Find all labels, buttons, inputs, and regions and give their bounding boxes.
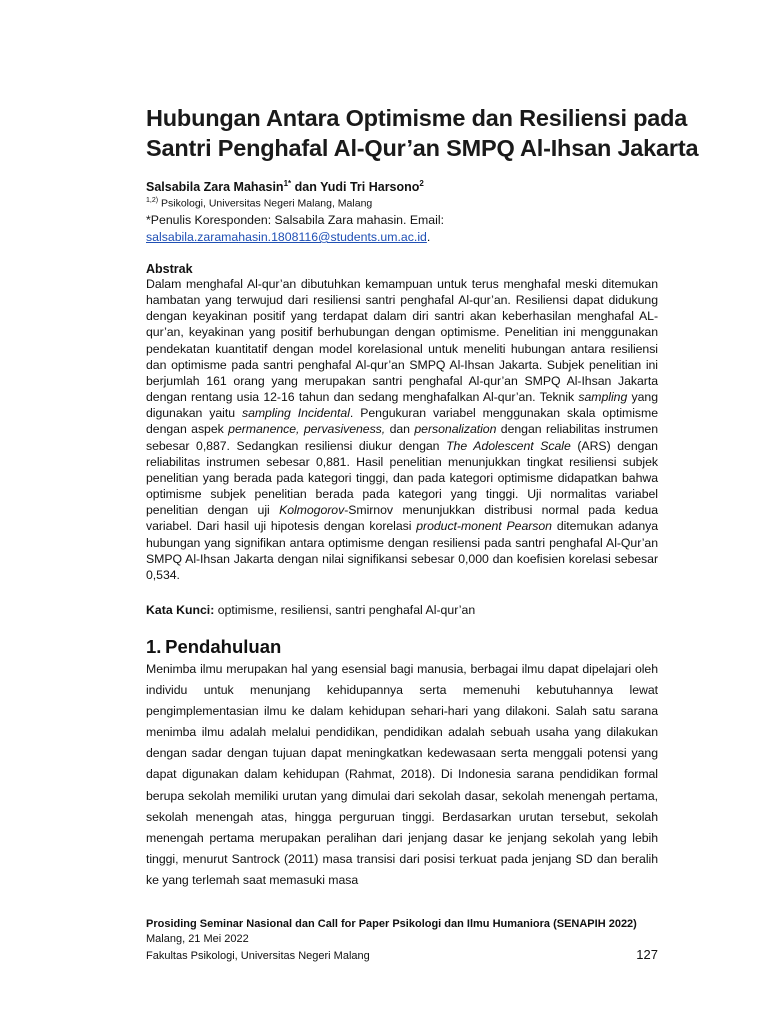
abstract-italic-term: Kolmogorov [279, 503, 345, 518]
keywords [146, 603, 475, 617]
abstract-segment: . Pengukuran variabel menggunakan skala optimisme dengan aspek [146, 406, 658, 437]
abstract-text [146, 276, 658, 583]
introduction-paragraph: Menimba ilmu merupakan hal yang esensial bagi manusia, berbagai ilmu dapat dipelajari oleh individu untuk menunjang kehidupannya serta memenuhi kebutuhannya lewat pengimplementasian ilmu ke dalam kehidupan sehari-hari yang dilakoni. Salah satu sarana menimba ilmu adalah melalui pendidikan, pendidikan adalah sebuah usaha yang dilakukan dengan sadar dengan tujuan dapat meningkatkan kedewasaan serta menggali potensi yang dapat digunakan dalam kehidupan (Rahmat, 2018). Di Indonesia sarana pendidikan formal berupa sekolah memiliki urutan yang dimulai dari sekolah dasar, sekolah menengah pertama, sekolah menengah atas, hingga perguruan tinggi. Berdasarkan urutan tersebut, sekolah menengah pertama merupakan peralihan dari jenjang dasar ke jenjang sekolah yang lebih tinggi, menurut Santrock (2011) masa transisi dari posisi terkuat pada jenjang SD dan beralih ke yang terlemah saat memasuki masa [146, 662, 658, 887]
paper-title: Hubungan Antara Optimisme dan Resiliensi pada Santri Penghafal Al-Qur’an SMPQ Al-Ihsan Jakarta [146, 105, 699, 161]
author-2-affil-marker: 2 [419, 179, 424, 188]
abstract-segment: -Smirnov menunjukkan distribusi normal pada kedua variabel. Dari hasil uji hipotesis dengan korelasi [146, 503, 658, 534]
abstract-heading: Abstrak [146, 262, 193, 276]
abstract-italic-term: permanence, pervasiveness, [228, 422, 386, 437]
footer-date: Malang, 21 Mei 2022 [146, 933, 249, 945]
abstract-segment: (ARS) dengan reliabilitas instrumen sebesar 0,881. Hasil penelitian menunjukkan tingkat resiliensi subjek penelitian yang berada pada kategori tinggi, dan pada kategori optimisme didapatkan bahwa optimisme subjek penelitian berada pada kategori yang tinggi. Uji normalitas variabel penelitian dengan uji [146, 438, 658, 518]
corresponding-email-link[interactable]: salsabila.zaramahasin.1808116@students.um.ac.id [146, 230, 427, 244]
page-footer [146, 917, 658, 964]
keywords-text: optimisme, resiliensi, santri penghafal Al-qur’an [214, 603, 476, 617]
abstract-italic-term: sampling Incidental [241, 406, 350, 421]
abstract-segment: dengan reliabilitas instrumen sebesar 0,887. Sedangkan resiliensi diukur dengan [146, 422, 659, 453]
section-heading-introduction: 1. Pendahuluan [146, 636, 282, 657]
footer-conference: Prosiding Seminar Nasional dan Call for Paper Psikologi dan Ilmu Humaniora (SENAPIH 2022) [146, 918, 637, 930]
abstract-italic-term: product-monent Pearson [416, 519, 552, 534]
abstract-segment: dan [385, 422, 415, 437]
author-line [146, 179, 424, 194]
author-connector: dan [294, 180, 317, 195]
affiliation-text: Psikologi, Universitas Negeri Malang, Malang [160, 197, 373, 210]
corresponding-label: *Penulis Koresponden: Salsabila Zara mahasin. Email: [146, 213, 445, 227]
abstract-italic-term: sampling [578, 390, 628, 405]
page-number: 127 [636, 947, 658, 962]
affiliation-marker: 1,2) [146, 197, 159, 204]
keywords-label: Kata Kunci: [146, 603, 215, 617]
abstract-segment: ditemukan adanya hubungan yang signifikan antara optimisme dengan resiliensi pada santri penghafal Al-Qur’an SMPQ Al-Ihsan Jakarta dengan nilai signifikansi sebesar 0,000 dan koefisien korelasi sebesar 0,534. [146, 519, 658, 582]
abstract-segment: Dalam menghafal Al-qur’an dibutuhkan kemampuan untuk terus menghafal meski ditemukan hambatan yang terwujud dari resiliensi santri penghafal Al-qur’an. Resiliensi dapat didukung dengan keyakinan positif yang terdapat dalam diri santri akan keberhasilan menghafal AL-qur’an, keyakinan yang positif berhubungan dengan optimisme. Penelitian ini menggunakan pendekatan kuantitatif dengan model korelasional untuk meneliti hubungan antara resiliensi dan optimisme pada santri penghafal Al-qur’an SMPQ Al-Ihsan Jakarta. Subjek penelitian ini berjumlah 161 orang yang merupakan santri penghafal Al-qur’an SMPQ Al-Ihsan Jakarta dengan rentang usia 12-16 tahun dan sedang menghafalkan Al-qur’an. Teknik [146, 277, 658, 405]
author-2: Yudi Tri Harsono [320, 180, 420, 195]
footer-faculty: Fakultas Psikologi, Universitas Negeri Malang [146, 950, 370, 962]
abstract-italic-term: personalization [414, 422, 497, 437]
corresponding-author [146, 212, 444, 246]
affiliation [146, 197, 372, 210]
author-1: Salsabila Zara Mahasin [146, 180, 284, 195]
abstract-italic-term: The Adolescent Scale [446, 438, 571, 453]
abstract-segment: yang digunakan yaitu [146, 390, 658, 421]
email-period: . [426, 230, 431, 244]
author-1-affil-marker: 1* [283, 179, 292, 188]
